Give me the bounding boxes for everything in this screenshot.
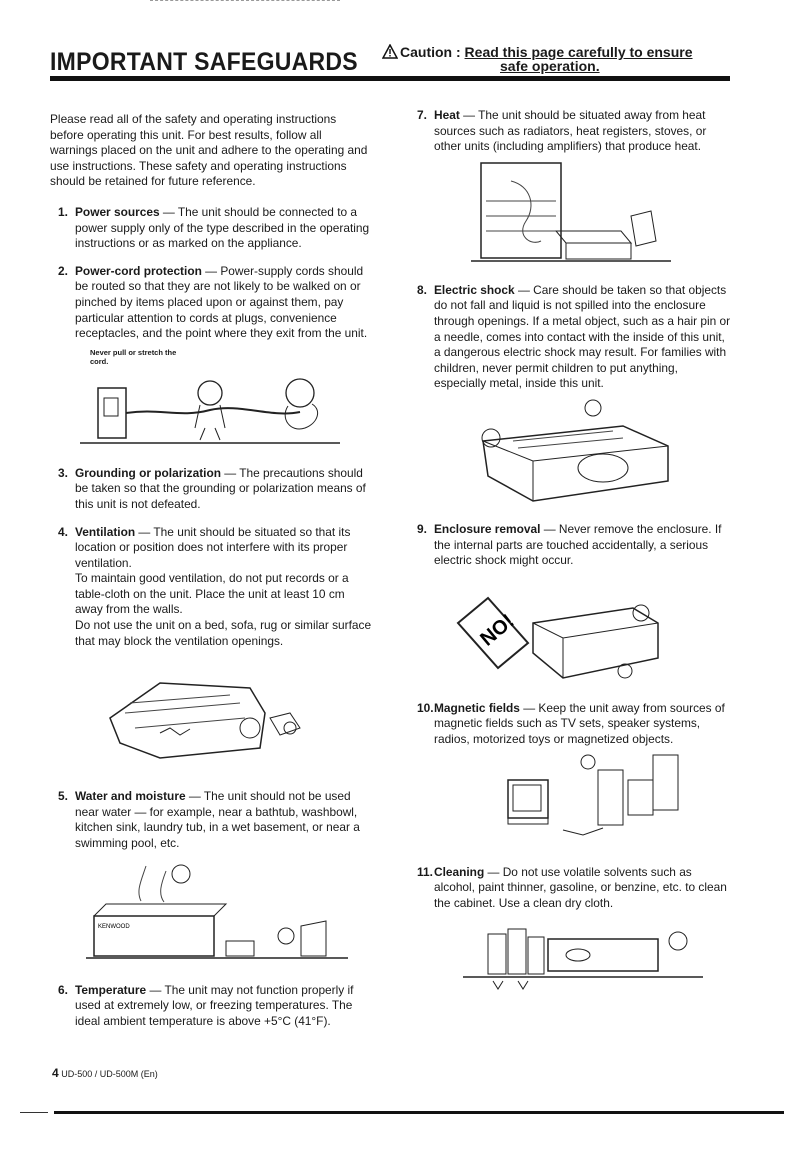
ventilation-illustration [100, 673, 322, 773]
item-power-sources [50, 205, 372, 252]
item-heading: Ventilation [75, 524, 136, 539]
item-enclosure-removal [413, 522, 733, 569]
item-heat [413, 108, 733, 155]
item-heading: Water and moisture [75, 789, 186, 804]
item-text: — Power-supply cords should be routed so that they are not likely to be walked on or pinched by items placed upon or against them, pay particular attention to cords at plugs, convenience receptacles, and the point where they exit from the unit. [75, 263, 368, 341]
page-title: IMPORTANT SAFEGUARDS [50, 48, 358, 76]
item-heading: Magnetic fields [434, 700, 520, 715]
item-heading: Electric shock [434, 282, 515, 297]
model-label: UD-500 / UD-500M (En) [61, 1069, 158, 1079]
item-number: 7. [417, 108, 427, 122]
item-power-cord [50, 264, 372, 342]
left-column [50, 112, 372, 1029]
item-water-moisture [50, 789, 372, 851]
figure-heat [471, 161, 733, 269]
item-number: 9. [417, 521, 427, 536]
item-heading: Cleaning [434, 864, 485, 879]
figure-ventilation [100, 673, 372, 773]
heat-illustration [471, 161, 671, 269]
item-heading: Temperature [75, 982, 147, 997]
item-grounding [50, 466, 372, 513]
bottom-rule-left [20, 1112, 48, 1113]
page-footer [52, 1066, 158, 1080]
item-ventilation [50, 525, 372, 650]
item-cleaning [413, 865, 733, 912]
figure-enclosure [453, 583, 733, 683]
item-number: 5. [58, 789, 68, 804]
header-rule [50, 76, 730, 81]
no-sign-text: NO! [476, 609, 519, 651]
ventilation-extra-1: To maintain good ventilation, do not put records or a table-cloth on the unit. Place the unit at least 10 cm away from the walls. [75, 571, 349, 617]
item-heading: Power sources [75, 204, 160, 219]
bottom-rule [54, 1111, 784, 1114]
item-electric-shock [413, 283, 733, 392]
item-text: — The unit may not function properly if used at extremely low, or freezing temperatures. The ideal ambient temperature is above +5°C (41°F). [75, 982, 354, 1028]
electric-shock-illustration [473, 396, 673, 508]
item-text: — Never remove the enclosure. If the internal parts are touched accidentally, a serious electric shock might occur. [434, 521, 722, 568]
cord-warning-note: Never pull or stretch the cord. [90, 347, 177, 366]
warning-triangle-icon [382, 44, 398, 59]
item-number: 6. [58, 982, 68, 997]
item-text: — The unit should be situated away from heat sources such as radiators, heat registers, stoves, or other units (including amplifiers) that produce heat. [434, 108, 707, 154]
caution-label: Caution : [400, 44, 461, 60]
ventilation-extra-2: Do not use the unit on a bed, sofa, rug or similar surface that may block the ventilation openings. [75, 618, 372, 648]
item-temperature [50, 983, 372, 1030]
brand-mark: KENWOOD [98, 923, 130, 930]
caution-line-1: Read this page carefully to ensure [464, 44, 693, 60]
water-illustration [86, 856, 348, 971]
figure-electric-shock [473, 396, 733, 508]
scan-margin-line [150, 0, 340, 1]
intro-paragraph: Please read all of the safety and operating instructions before operating this unit. For best results, follow all warnings placed on the unit and adhere to the operating and use instructions. These safety and operating instructions should be retained for future reference. [50, 112, 368, 189]
item-text: — The unit should be situated so that its location or position does not interfere with its proper ventilation. [75, 524, 351, 570]
item-number: 2. [58, 263, 68, 278]
item-heading: Enclosure removal [434, 521, 541, 536]
caution-line-2: safe operation. [500, 58, 600, 74]
item-number: 11. [417, 864, 433, 879]
item-heading: Power-cord protection [75, 263, 202, 278]
item-number: 4. [58, 524, 68, 539]
page-number: 4 [52, 1066, 59, 1080]
item-magnetic-fields [413, 701, 733, 748]
item-text: — The unit should not be used near water — for example, near a bathtub, washbowl, kitchen sink, laundry tub, in a wet basement, or near a swimming pool, etc. [75, 789, 360, 851]
item-heading: Grounding or polarization [75, 465, 221, 480]
item-number: 8. [417, 282, 427, 297]
cleaning-illustration [458, 919, 708, 994]
enclosure-illustration [453, 583, 673, 683]
figure-cord [50, 348, 372, 458]
item-text: — The precautions should be taken so that the grounding or polarization means of this unit is not defeated. [75, 465, 366, 511]
item-text: — Keep the unit away from sources of magnetic fields such as TV sets, speaker systems, radios, motorized toys or magnetized objects. [434, 700, 725, 746]
item-text: — Care should be taken so that objects do not fall and liquid is not spilled into the enclosure through openings. If a metal object, such as a hair pin or a needle, comes into contact with the inside of this unit, a dangerous electric shock may result. For families with children, never permit children to put anything, especially metal, inside this unit. [434, 282, 731, 391]
item-number: 3. [58, 465, 68, 480]
right-column [413, 108, 733, 994]
figure-magnetic [503, 750, 733, 855]
figure-cleaning [458, 919, 733, 994]
item-text: — Do not use volatile solvents such as alcohol, paint thinner, gasoline, or benzine, etc. to clean the cabinet. Use a clean dry cloth. [434, 864, 727, 910]
item-text: — The unit should be connected to a power supply only of the type described in the operating instructions or as marked on the appliance. [75, 204, 370, 251]
item-number: 10. [417, 700, 434, 715]
magnetic-illustration [503, 750, 683, 855]
item-number: 1. [58, 204, 68, 219]
caution-banner [382, 44, 752, 73]
figure-water [86, 856, 372, 971]
item-heading: Heat [434, 108, 460, 122]
